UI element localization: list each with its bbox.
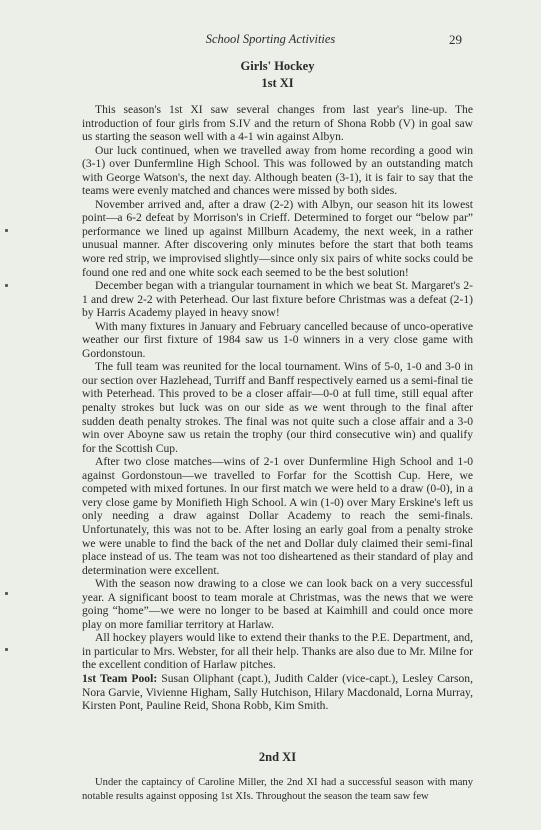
section-title: Girls' Hockey [240,59,315,73]
running-title: School Sporting Activities [205,32,336,46]
paragraph: Under the captaincy of Caroline Miller, the 2nd XI had a successful season with many notable results against opposing 1st XIs. Throughout the season the team saw few [82,776,473,802]
article-body [82,58,473,804]
paragraph: The full team was reunited for the local tournament. Wins of 5-0, 1-0 and 3-0 in our section over Hazlehead, Turriff and Banff respectively earned us a semi-final tie with Peterhead. This proved to be a closer affair—0-0 at full time, still equal after penalty strokes but luck was on our side as we went through to the final after sudden death penalty strokes. The final was not quite such a close affair and a 3-0 win over Aboyne saw us retain the trophy (our third consecutive win) and qualify for the Scottish Cup. [82,360,473,455]
second-xi-heading: 2nd XI [258,749,297,764]
paragraph: All hockey players would like to extend their thanks to the P.E. Department, and, in particular to Mrs. Webster, for all their help. Thanks are also due to Mr. Milne for the excellent condition of Harlaw pitches. [82,631,473,672]
running-head [0,32,541,50]
paragraph: With the season now drawing to a close we can look back on a very successful year. A significant boost to team morale at Christmas, was the news that we were going “home”—we were no longer to be based at Kaimhill and could once more play on more familiar territory at Harlaw. [82,577,473,631]
paragraph: December began with a triangular tournament in which we beat St. Margaret's 2-1 and drew 2-2 with Peterhead. Our last fixture before Christmas was a defeat (2-1) by Harris Academy played in heavy snow! [82,279,473,320]
team-pool-names: Susan Oliphant (capt.), Judith Calder (vice-capt.), Lesley Carson, Nora Garvie, Vivienne Higham, Sally Hutchison, Hilary Macdonald, Lorna Murray, Kirsten Pont, Pauline Reid, Shona Robb, Kim Smith. [82,671,473,713]
margin-mark [5,648,8,651]
margin-mark [5,592,8,595]
first-xi-heading: 1st XI [261,76,294,90]
margin-mark [5,284,8,287]
team-pool [82,672,473,713]
margin-mark [5,229,8,232]
team-pool-label: 1st Team Pool: [82,671,158,685]
paragraph: Our luck continued, when we travelled away from home recording a good win (3-1) over Dunfermline High School. This was followed by an outstanding match with George Watson's, the next day. Although beaten (3-1), it is fair to say that the teams were evenly matched and chances were missed by both sides. [82,143,473,198]
paragraph: November arrived and, after a draw (2-2) with Albyn, our season hit its lowest point—a 6-2 defeat by Morrison's in Crieff. Determined to forget our “below par” performance we lined up against Millburn Academy, the next week, in a rather unusual manner. After discovering only minutes before the start that both teams wore red strip, we improvised slightly—since only six pairs of white socks could be found one red and one white sock each seemed to be the best solution! [82,197,473,279]
paragraph: This season's 1st XI saw several changes from last year's line-up. The introduction of four girls from S.IV and the return of Shona Robb (V) in goal saw us starting the season well with a 4-1 win against Albyn. [82,103,473,144]
page-number: 29 [449,32,462,47]
paragraph: With many fixtures in January and February cancelled because of unco-operative weather our first fixture of 1984 saw us 1-0 winners in a very close game with Gordonstoun. [82,319,473,360]
paragraph: After two close matches—wins of 2-1 over Dunfermline High School and 1-0 against Gordonstoun—we travelled to Forfar for the Scottish Cup. Here, we competed with mixed fortunes. In our first match we were held to a draw (0-0), in a very close game by Monifieth High School. A win (1-0) over Mary Erskine's left us only needing a draw against Dollar Academy to reach the semi-finals. Unfortunately, this was not to be. After losing an early goal from a penalty stroke we were unable to find the back of the net and Dollar duly claimed their semi-final place instead of us. The team was not too disheartened as their standard of play and determination were excellent. [82,455,473,577]
